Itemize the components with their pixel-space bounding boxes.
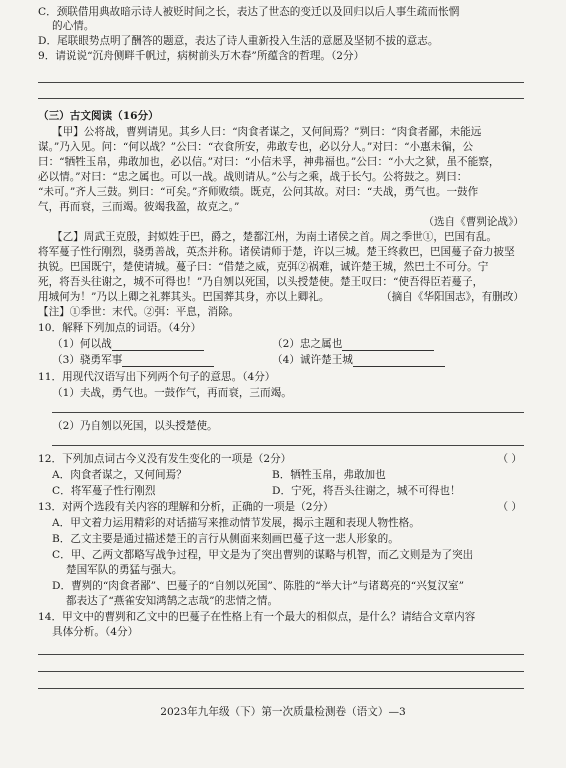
q10-item-1: （1）何以战 [52,338,204,351]
option-d-line: D．尾联眼势点明了酬答的题意，表达了诗人重新投入生活的意愿及坚韧不拔的意志。 [38,35,439,47]
q13-option-b: B．乙文主要是通过描述楚王的言行从侧面来刻画巴蔓子这一悲人形象的。 [52,533,399,545]
passage-yi-line: 执锐。巴国既宁，楚使请城。蔓子曰：“借楚之威，克弭②祸难，诚许楚王城，然巴土不可分。宁 [38,261,489,273]
section-title: （三）古文阅读（16分） [38,110,159,122]
question-10-stem: 10．解释下列加点的词语。（4分） [38,322,202,334]
q11-sentence-1: （1）夫战，勇气也。一鼓作气，再而衰，三而竭。 [52,387,292,399]
passage-jia-line: 【甲】公将战，曹刿请见。其乡人曰：“肉食者谋之，又何间焉？”刿曰：“肉食者鄙，未能远 [52,126,482,138]
passage-yi-source: （摘自《华阳国志》，有删改） [380,291,524,303]
answer-line [38,98,524,99]
answer-line [38,688,524,689]
passage-jia-line: 气，再而衰，三而竭。彼竭我盈，故克之。” [38,201,240,213]
q13-option-d: D．曹刿的“肉食者鄙”、巴蔓子的“自刎以死国”、陈胜的“举大计”与诸葛亮的“兴复汉室” [52,580,465,592]
q13-option-c-cont: 楚国军队的勇猛与强大。 [66,564,183,576]
q12-option-a: A．肉食者谋之，又何间焉？ [52,469,187,481]
passage-jia-line: 谋。”乃入见。问：“何以战？”公曰：“衣食所安，弗敢专也，必以分人。”对曰：“小惠未徧，公 [38,141,474,153]
q12-option-d: D．宁死，将吾头往谢之，城不可得也！ [272,485,461,497]
passage-jia-source: （选自《曹刿论战》） [423,216,524,228]
page-footer: 2023年九年级（下）第一次质量检测卷（语文）—3 [160,706,406,718]
passage-jia-line: 曰：“牺牲玉帛，弗敢加也，必以信。”对曰：“小信未孚，神弗福也。”公曰：“小大之狱，虽不能察， [38,156,500,168]
question-12-stem: 12．下列加点词古今义没有发生变化的一项是（2分） [38,453,292,465]
q12-option-b: B．牺牲玉帛，弗敢加也 [272,469,386,481]
question-13-stem: 13．对两个选段有关内容的理解和分析，正确的一项是（2分） [38,501,334,513]
q10-item-3: （3）骁勇军事 [52,354,214,367]
q13-option-a: A．甲文着力运用精彩的对话描写来推动情节发展，揭示主题和表现人物性格。 [52,517,420,529]
answer-line [52,412,524,413]
passage-yi-line: 【乙】周武王克殷，封姒姓于巴，爵之，楚都江州，为南土诸侯之首。周之季世①，巴国有乱。 [52,231,497,243]
q10-item-4: （4）诚许楚王城 [272,354,445,367]
option-c-line1: C．颈联借用典故暗示诗人被贬时间之长，表达了世态的变迁以及回归以后人事生疏而怅惘 [38,6,460,18]
question-14-line1: 14．甲文中的曹刿和乙文中的巴蔓子在性格上有一个最大的相似点，是什么？请结合文章内容 [38,611,476,623]
passage-yi-line: 用城何为！”乃以上卿之礼葬其头。巴国葬其身，亦以上卿礼。 [38,291,330,303]
q12-option-c: C．将军蔓子性行刚烈 [52,485,156,497]
q10-item-2: （2）忠之属也 [272,338,434,351]
answer-line [52,445,524,446]
answer-line [38,654,524,655]
passage-jia-line: “未可。”齐人三鼓。刿曰：“可矣。”齐师败绩。既克，公问其故。对曰：“夫战，勇气也。一鼓作 [38,186,479,198]
passage-jia-line: 必以情。”对曰：“忠之属也。可以一战。战则请从。”公与之乘，战于长勺。公将鼓之。刿曰： [38,171,468,183]
q13-option-c: C．甲、乙两文都略写战争过程，甲文是为了突出曹刿的谋略与机智，而乙文则是为了突出 [52,549,474,561]
passage-yi-line: 死，将吾头往谢之，城不可得也！”乃自刎以死国，以头授楚使。楚王叹曰：“使吾得臣若蔓子， [38,276,484,288]
option-c-line2: 的心情。 [52,20,95,32]
q13-answer-paren: （ ） [497,501,522,513]
question-14-line2: 具体分析。（4分） [52,626,139,638]
q11-sentence-2: （2）乃自刎以死国，以头授楚使。 [52,420,218,432]
annotation-note: 【注】①季世：末代。②弭：平息，消除。 [38,306,240,318]
q12-answer-paren: （ ） [497,453,522,465]
answer-line [38,671,524,672]
answer-line [38,82,524,83]
question-9: 9．请说说“沉舟侧畔千帆过，病树前头万木春”所蕴含的哲理。（2分） [38,50,365,62]
q13-option-d-cont: 都表达了“燕雀安知鸿鹄之志哉”的悲情之情。 [66,595,279,607]
question-11-stem: 11．用现代汉语写出下列两个句子的意思。（4分） [38,371,276,383]
passage-yi-line: 将军蔓子性行刚烈，骁勇善战，英杰并称。诸侯请师于楚，许以三城。楚王终救巴，巴国蔓子奋力披坚 [38,246,515,258]
